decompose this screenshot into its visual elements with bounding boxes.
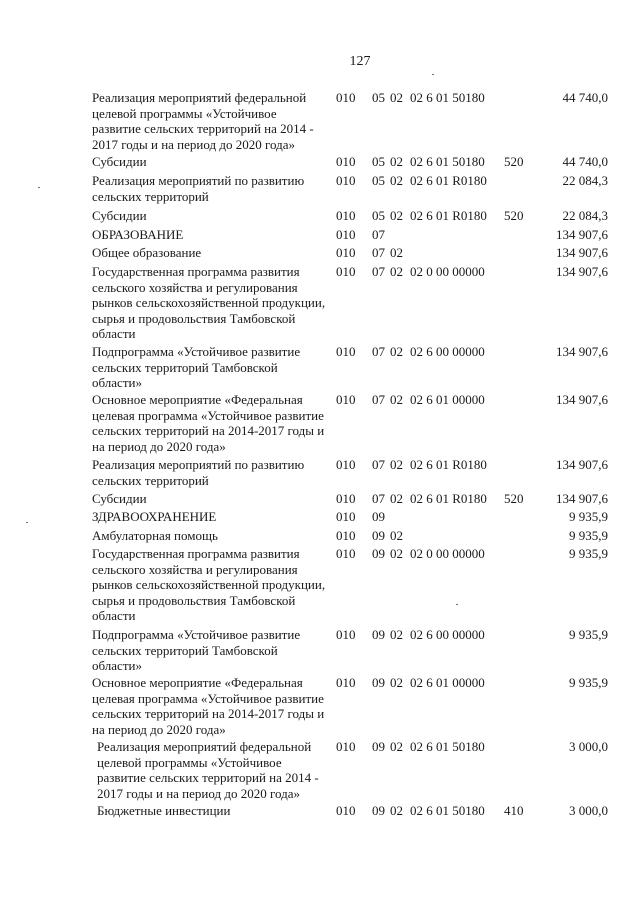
amount: 44 740,0 bbox=[562, 154, 608, 169]
subsection-code: 02 bbox=[390, 546, 403, 561]
row-name: Основное мероприятие «Федеральная целевая программа «Устойчивое развитие сельских территорий на 2014-2017 годы и на период до 2020 года» bbox=[92, 675, 325, 737]
amount: 134 907,6 bbox=[556, 491, 608, 506]
section-code: 07 bbox=[372, 245, 385, 260]
page-number: 127 bbox=[349, 54, 371, 69]
scan-speck bbox=[26, 522, 28, 523]
subsection-code: 02 bbox=[390, 344, 403, 359]
row-name: Амбулаторная помощь bbox=[92, 528, 218, 543]
target-article-code: 02 6 01 R0180 bbox=[410, 491, 487, 506]
row-name: Подпрограмма «Устойчивое развитие сельских территорий Тамбовской области» bbox=[92, 344, 301, 391]
expense-type-code: 520 bbox=[504, 491, 524, 506]
subsection-code: 02 bbox=[390, 675, 403, 690]
admin-code: 010 bbox=[336, 627, 356, 642]
section-code: 07 bbox=[372, 264, 385, 279]
subsection-code: 02 bbox=[390, 491, 403, 506]
section-code: 07 bbox=[372, 392, 385, 407]
admin-code: 010 bbox=[336, 528, 356, 543]
target-article-code: 02 6 01 50180 bbox=[410, 739, 485, 754]
admin-code: 010 bbox=[336, 208, 356, 223]
admin-code: 010 bbox=[336, 154, 356, 169]
row-name: ЗДРАВООХРАНЕНИЕ bbox=[92, 509, 217, 524]
admin-code: 010 bbox=[336, 739, 356, 754]
target-article-code: 02 6 00 00000 bbox=[410, 344, 485, 359]
amount: 9 935,9 bbox=[569, 546, 608, 561]
admin-code: 010 bbox=[336, 344, 356, 359]
target-article-code: 02 0 00 00000 bbox=[410, 546, 485, 561]
target-article-code: 02 6 01 00000 bbox=[410, 392, 485, 407]
admin-code: 010 bbox=[336, 457, 356, 472]
row-name: Подпрограмма «Устойчивое развитие сельских территорий Тамбовской области» bbox=[92, 627, 301, 674]
admin-code: 010 bbox=[336, 392, 356, 407]
admin-code: 010 bbox=[336, 245, 356, 260]
section-code: 07 bbox=[372, 344, 385, 359]
subsection-code: 02 bbox=[390, 154, 403, 169]
amount: 3 000,0 bbox=[569, 803, 608, 818]
target-article-code: 02 0 00 00000 bbox=[410, 264, 485, 279]
subsection-code: 02 bbox=[390, 208, 403, 223]
section-code: 07 bbox=[372, 227, 385, 242]
amount: 22 084,3 bbox=[562, 208, 608, 223]
row-name: Основное мероприятие «Федеральная целевая программа «Устойчивое развитие сельских территорий на 2014-2017 годы и на период до 2020 года» bbox=[92, 392, 325, 454]
target-article-code: 02 6 01 50180 bbox=[410, 154, 485, 169]
admin-code: 010 bbox=[336, 264, 356, 279]
scan-speck bbox=[432, 74, 434, 75]
amount: 134 907,6 bbox=[556, 264, 608, 279]
subsection-code: 02 bbox=[390, 803, 403, 818]
target-article-code: 02 6 01 00000 bbox=[410, 675, 485, 690]
row-name: Субсидии bbox=[92, 154, 147, 169]
section-code: 09 bbox=[372, 627, 385, 642]
subsection-code: 02 bbox=[390, 90, 403, 105]
admin-code: 010 bbox=[336, 90, 356, 105]
amount: 22 084,3 bbox=[562, 173, 608, 188]
admin-code: 010 bbox=[336, 173, 356, 188]
admin-code: 010 bbox=[336, 675, 356, 690]
section-code: 09 bbox=[372, 803, 385, 818]
admin-code: 010 bbox=[336, 227, 356, 242]
amount: 9 935,9 bbox=[569, 528, 608, 543]
subsection-code: 02 bbox=[390, 457, 403, 472]
row-name: Реализация мероприятий федеральной целевой программы «Устойчивое развитие сельских территорий на 2014 - 2017 годы и на период до 2020 года» bbox=[92, 90, 314, 152]
expense-type-code: 410 bbox=[504, 803, 524, 818]
subsection-code: 02 bbox=[390, 627, 403, 642]
row-name: Государственная программа развития сельского хозяйства и регулирования рынков сельскохозяйственной продукции, сырья и продовольствия Тамбовской области bbox=[92, 546, 326, 624]
expense-type-code: 520 bbox=[504, 208, 524, 223]
row-name: Субсидии bbox=[92, 491, 147, 506]
subsection-code: 02 bbox=[390, 264, 403, 279]
target-article-code: 02 6 01 R0180 bbox=[410, 173, 487, 188]
section-code: 05 bbox=[372, 154, 385, 169]
row-name: Бюджетные инвестиции bbox=[97, 803, 231, 818]
amount: 44 740,0 bbox=[562, 90, 608, 105]
scan-speck bbox=[38, 187, 40, 188]
target-article-code: 02 6 01 50180 bbox=[410, 803, 485, 818]
amount: 134 907,6 bbox=[556, 245, 608, 260]
amount: 9 935,9 bbox=[569, 627, 608, 642]
section-code: 05 bbox=[372, 208, 385, 223]
row-name: Государственная программа развития сельского хозяйства и регулирования рынков сельскохозяйственной продукции, сырья и продовольствия Тамбовской области bbox=[92, 264, 326, 342]
row-name: Общее образование bbox=[92, 245, 202, 260]
section-code: 09 bbox=[372, 509, 385, 524]
row-name: ОБРАЗОВАНИЕ bbox=[92, 227, 184, 242]
admin-code: 010 bbox=[336, 491, 356, 506]
section-code: 07 bbox=[372, 457, 385, 472]
target-article-code: 02 6 01 R0180 bbox=[410, 208, 487, 223]
section-code: 09 bbox=[372, 546, 385, 561]
amount: 134 907,6 bbox=[556, 392, 608, 407]
section-code: 09 bbox=[372, 739, 385, 754]
target-article-code: 02 6 01 50180 bbox=[410, 90, 485, 105]
section-code: 05 bbox=[372, 173, 385, 188]
amount: 134 907,6 bbox=[556, 227, 608, 242]
subsection-code: 02 bbox=[390, 528, 403, 543]
row-name: Субсидии bbox=[92, 208, 147, 223]
row-name: Реализация мероприятий по развитию сельских территорий bbox=[92, 173, 305, 204]
section-code: 07 bbox=[372, 491, 385, 506]
subsection-code: 02 bbox=[390, 173, 403, 188]
amount: 9 935,9 bbox=[569, 675, 608, 690]
row-name: Реализация мероприятий по развитию сельских территорий bbox=[92, 457, 305, 488]
section-code: 09 bbox=[372, 675, 385, 690]
admin-code: 010 bbox=[336, 546, 356, 561]
amount: 3 000,0 bbox=[569, 739, 608, 754]
row-name: Реализация мероприятий федеральной целевой программы «Устойчивое развитие сельских территорий на 2014 - 2017 годы и на период до 2020 года» bbox=[97, 739, 319, 801]
admin-code: 010 bbox=[336, 803, 356, 818]
scan-speck bbox=[456, 604, 458, 605]
admin-code: 010 bbox=[336, 509, 356, 524]
subsection-code: 02 bbox=[390, 392, 403, 407]
target-article-code: 02 6 01 R0180 bbox=[410, 457, 487, 472]
subsection-code: 02 bbox=[390, 245, 403, 260]
amount: 9 935,9 bbox=[569, 509, 608, 524]
section-code: 05 bbox=[372, 90, 385, 105]
target-article-code: 02 6 00 00000 bbox=[410, 627, 485, 642]
amount: 134 907,6 bbox=[556, 457, 608, 472]
section-code: 09 bbox=[372, 528, 385, 543]
amount: 134 907,6 bbox=[556, 344, 608, 359]
expense-type-code: 520 bbox=[504, 154, 524, 169]
subsection-code: 02 bbox=[390, 739, 403, 754]
